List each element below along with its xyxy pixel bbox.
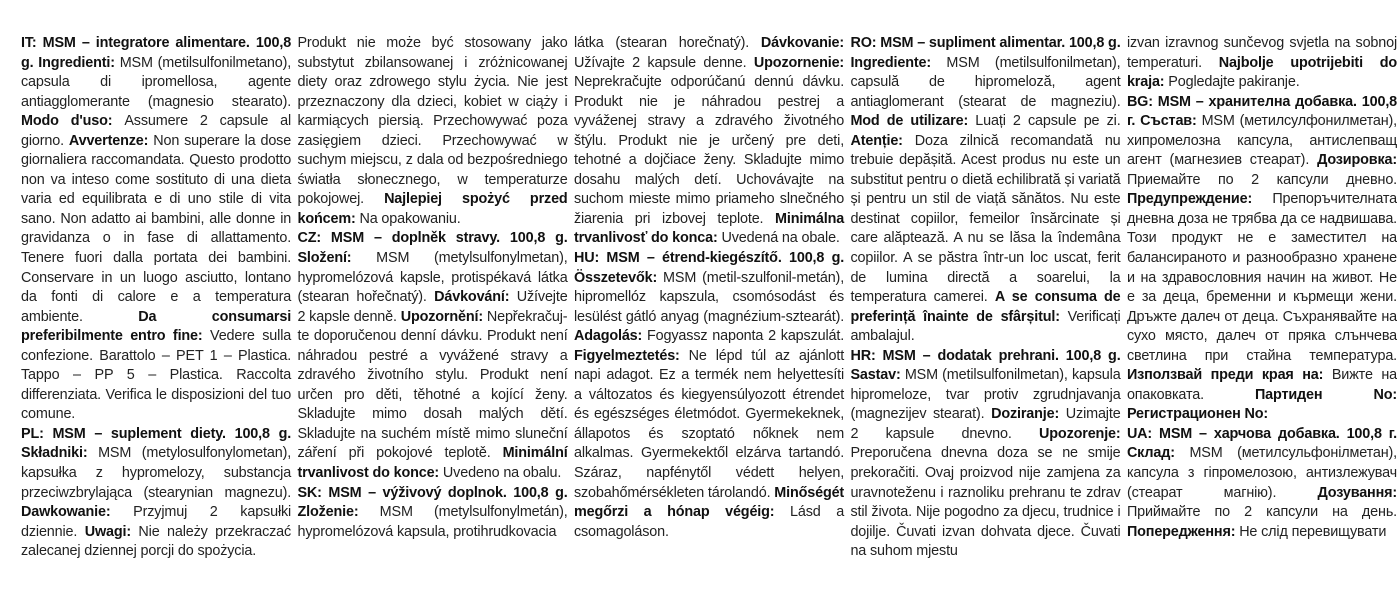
language-section bbox=[850, 34, 1120, 347]
bold-heading: Попередження: bbox=[1126, 523, 1240, 540]
body-text: Preporučena dnevna doza se ne smije prekoračiti. Ovaj proizvod nije zamjena za uravnoteženu i raznoliku prehranu te zdrav stil života. Nije pogodno za djecu, trudnice i dojilje. Čuvati izvan dohvata djece. Čuvati na suhom mjestu bbox=[850, 445, 1121, 560]
language-section bbox=[297, 229, 567, 483]
body-text: Assumere 2 capsule al giorno. bbox=[21, 113, 292, 149]
heading-segment bbox=[761, 35, 844, 51]
body-text: látka (stearan horečnatý). bbox=[573, 35, 761, 51]
heading-segment bbox=[1039, 426, 1121, 442]
body-text: izvan izravnog sunčevog svjetla na sobnoj temperaturi. bbox=[1126, 35, 1397, 71]
heading-segment bbox=[1127, 524, 1239, 540]
body-text: Przyjmuj 2 kapsułki dziennie. bbox=[21, 504, 292, 540]
bold-heading: SK: MSM – výživový doplnok. 100,8 g. Zloženie: bbox=[297, 484, 568, 521]
language-section bbox=[1127, 93, 1397, 425]
bold-heading: HU: MSM – étrend-kiegészítő. 100,8 g. Összetevők: bbox=[573, 250, 845, 286]
bold-heading: Najbolje upotrijebiti do kraja: bbox=[1126, 54, 1397, 91]
body-text: MSM (metylsulfonylmetan), hypromelózová kapsle, protispékavá látka (stearan hořečnatý). bbox=[297, 250, 568, 306]
body-text: Nepřekračujte doporučenou denní dávku. Produkt není náhradou pestré a vyvážené stravy a zdravého životního stylu. Produkt není určen pro děti, těhotné a kojící ženy. Skladujte mimo dosah malých dětí. Skladujte na suchém místě mimo sluneční záření při pokojové teplotě. bbox=[297, 308, 568, 462]
text-column bbox=[1127, 34, 1397, 562]
bold-heading: Dávkovanie: bbox=[760, 35, 845, 51]
body-text: MSM (metylosulfonylometan), kapsułka z hypromelozy, substancja przeciwzbrylająca (stearynian magnezu). bbox=[21, 445, 292, 501]
language-section bbox=[1127, 425, 1397, 542]
body-text: Fogyassz naponta 2 kapszulát. bbox=[647, 328, 845, 345]
heading-segment bbox=[1317, 152, 1397, 168]
body-text: Užívejte 2 kapsle denně. bbox=[297, 289, 568, 325]
body-text: Doza zilnică recomandată nu trebuie depășită. Acest produs nu este un substitut pentru o dietă echilibrată și variată și pentru un stil de viață sănătos. Nu este destinat copiilor, femeilor însărcinate și care alăptează. A nu se lăsa la îndemâna copiilor. A se păstra într-un loc uscat, ferit de lumina directă a soarelui, la temperatura camerei. bbox=[850, 132, 1121, 306]
body-text: MSM (metilsulfonilmetano), capsula di ipromellosa, agente antiagglomerante (magnesio stearato). bbox=[21, 54, 292, 110]
body-text: Ne lépd túl az ajánlott napi adagot. Ez a termék nem helyettesíti a változatos és kiegyensúlyozott étrendet és egészséges életmódot. Gyermekeknek, állapotos és szoptató nőknek nem alkalmas. Gyermekektől elzárva tartandó. Száraz, napfénytől védett helyen, szobahőmérsékleten tárolandó. bbox=[573, 347, 845, 501]
bold-heading: Minimálna trvanlivosť do konca: bbox=[573, 210, 845, 247]
bold-heading: Дозування: bbox=[1317, 484, 1397, 501]
bold-heading: Da consumarsi preferibilmente entro fine: bbox=[21, 308, 292, 345]
body-text: Non superare la dose giornaliera raccomandata. Questo prodotto non va inteso come sostituto di una dieta varia ed equilibrata e di uno stile di vita sano. Non adatto ai bambini, alle donne in gravidanza o in fase di allattamento. Tenere fuori dalla portata dei bambini. Conservare in un luogo asciutto, lontano da fonti di calore e a temperatura ambiente. bbox=[21, 132, 292, 325]
bold-heading: Upozornenie: bbox=[753, 54, 845, 71]
bold-heading: Uwagi: bbox=[84, 523, 139, 540]
body-text: Pogledajte pakiranje. bbox=[1168, 74, 1300, 91]
language-section bbox=[574, 249, 844, 542]
language-section bbox=[1127, 34, 1397, 93]
language-section bbox=[21, 425, 291, 562]
body-text: Приемайте по 2 капсули дневно. bbox=[1126, 171, 1397, 188]
body-text: Uzimajte 2 kapsule dnevno. bbox=[850, 406, 1121, 442]
bold-heading: Партиден No: Регистрационен No: bbox=[1126, 386, 1397, 423]
language-section bbox=[21, 34, 291, 425]
body-text: MSM (metylsulfonylmetán), hypromelózová kapsula, protihrudkovacia bbox=[297, 504, 568, 540]
language-section bbox=[297, 34, 567, 229]
body-text: Nie należy przekraczać zalecanej dziennej porcji do spożycia. bbox=[21, 523, 292, 560]
language-section bbox=[574, 34, 844, 249]
body-text: Lásd a csomagoláson. bbox=[573, 504, 845, 540]
body-text: Препоръчителната дневна доза не трябва да се надвишава. Този продукт не е заместител на балансираното и разнообразно хранене и на здравословния начин на живот. Не е за деца, бременни и кърмещи жени. Дръжте далеч от деца. Съхранявайте на сухо място, далеч от пряка слънчева светлина при стайна температура. bbox=[1126, 191, 1397, 364]
bold-heading: HR: MSM – dodatak prehrani. 100,8 g. Sastav: bbox=[850, 347, 1121, 384]
bold-heading: Dawkowanie: bbox=[21, 504, 134, 521]
heading-segment bbox=[754, 55, 844, 71]
bold-heading: Използвай преди края на: bbox=[1126, 367, 1332, 384]
body-text: MSM (metilsulfonilmetan), kapsula hipromeloze, tvar protiv zgrudnjavanja (magnezijev stearat). bbox=[850, 367, 1121, 423]
bold-heading: RO: MSM – supliment alimentar. 100,8 g. Ingrediente: bbox=[850, 35, 1121, 71]
bold-heading: IT: MSM – integratore alimentare. 100,8 g. Ingredienti: bbox=[21, 35, 292, 71]
bold-heading: Adagolás: bbox=[573, 328, 648, 345]
body-text: Luați 2 capsule pe zi. bbox=[975, 113, 1121, 130]
body-text: Užívajte 2 kapsule denne. bbox=[573, 54, 754, 71]
language-section bbox=[297, 484, 567, 543]
text-column bbox=[574, 34, 844, 562]
body-text: MSM (metilsulfonilmetan), capsulă de hipromeloză, agent antiaglomerant (stearat de magneziu). bbox=[850, 54, 1121, 110]
body-text: Не слід перевищувати bbox=[1239, 523, 1387, 540]
body-text: Verificați ambalajul. bbox=[850, 308, 1121, 345]
text-column bbox=[297, 34, 567, 562]
bold-heading: Mod de utilizare: bbox=[850, 113, 976, 130]
text-column bbox=[850, 34, 1120, 562]
bold-heading: PL: MSM – suplement diety. 100,8 g. Składniki: bbox=[21, 425, 292, 462]
heading-segment bbox=[1127, 367, 1332, 383]
heading-segment bbox=[434, 289, 517, 305]
heading-segment bbox=[85, 524, 139, 540]
heading-segment bbox=[21, 504, 133, 520]
bold-heading: Minimální trvanlivost do konce: bbox=[297, 445, 568, 482]
body-text: MSM (metil-szulfonil-metán), hipromellóz kapszula, csomósodást és lesülést gátló anyag (magnézium-sztearát). bbox=[573, 269, 845, 325]
body-text: MSM (метилсулфонилметан), хипромелозна капсула, антислепващ агент (магнезиев стеарат). bbox=[1126, 113, 1397, 169]
bold-heading: CZ: MSM – doplněk stravy. 100,8 g. Složení: bbox=[297, 230, 568, 267]
language-section bbox=[850, 347, 1120, 562]
bold-heading: A se consuma de preferință înainte de sfârșitul: bbox=[850, 289, 1121, 325]
heading-segment bbox=[1317, 485, 1397, 501]
bold-heading: Dávkování: bbox=[434, 289, 517, 306]
heading-segment bbox=[21, 113, 124, 129]
bold-heading: Upozornění: bbox=[400, 308, 487, 325]
product-label-text bbox=[0, 34, 1397, 562]
bold-heading: Modo d'uso: bbox=[21, 113, 125, 130]
heading-segment bbox=[991, 406, 1066, 422]
body-text: Vedere sulla confezione. Barattolo – PET 1 – Plastica. Tappo – PP 5 – Plastica. Raccolta differenziata. Verifica le disposizioni del tuo comune. bbox=[21, 328, 292, 423]
bold-heading: Najlepiej spożyć przed końcem: bbox=[297, 191, 568, 227]
heading-segment bbox=[574, 328, 647, 344]
bold-heading: Figyelmeztetés: bbox=[573, 347, 689, 364]
body-text: Uvedená na obale. bbox=[721, 230, 840, 247]
bold-heading: BG: MSM – хранителна добавка. 100,8 г. Състав: bbox=[1126, 93, 1397, 130]
heading-segment bbox=[850, 113, 975, 129]
heading-segment bbox=[401, 309, 487, 325]
body-text: MSM (метилсульфонілметан), капсула з гіпромелозою, антизлежувач (стеарат магнію). bbox=[1126, 445, 1397, 501]
bold-heading: Дозировка: bbox=[1317, 152, 1397, 169]
heading-segment bbox=[850, 133, 914, 149]
body-text: Приймайте по 2 капсули на день. bbox=[1126, 504, 1397, 521]
body-text: Uvedeno na obalu. bbox=[442, 465, 562, 482]
body-text: Produkt nie może być stosowany jako substytut zbilansowanej i zróżnicowanej diety oraz zdrowego stylu życia. Nie jest przeznaczony dla dzieci, kobiet w ciąży i karmiących piersią. Przechowywać poza zasięgiem dzieci. Przechowywać w suchym miejscu, z dala od bezpośredniego światła słonecznego, w temperaturze pokojowej. bbox=[297, 35, 568, 208]
bold-heading: Atenție: bbox=[850, 132, 915, 149]
bold-heading: Minőségét megőrzi a hónap végéig: bbox=[573, 484, 845, 521]
bold-heading: Upozorenje: bbox=[1039, 425, 1121, 442]
bold-heading: Avvertenze: bbox=[68, 132, 154, 149]
bold-heading: Предупреждение: bbox=[1126, 191, 1273, 208]
heading-segment bbox=[574, 348, 689, 364]
body-text: Neprekračujte odporúčanú dennú dávku. Produkt nie je náhradou pestrej a vyváženej stravy a zdravého životného štýlu. Produkt nie je určený pre deti, tehotné a dojčiace ženy. Skladujte mimo dosahu malých detí. Uchovávajte na suchom mieste mimo priameho slnečného žiarenia pri izbovej teplote. bbox=[573, 74, 845, 227]
body-text: Вижте на опаковката. bbox=[1126, 367, 1397, 403]
heading-segment bbox=[69, 133, 153, 149]
text-column bbox=[21, 34, 291, 562]
bold-heading: Doziranje: bbox=[991, 406, 1066, 423]
bold-heading: UA: MSM – харчова добавка. 100,8 г. Склад: bbox=[1126, 425, 1397, 462]
heading-segment bbox=[1127, 191, 1272, 207]
body-text: Na opakowaniu. bbox=[359, 210, 461, 227]
